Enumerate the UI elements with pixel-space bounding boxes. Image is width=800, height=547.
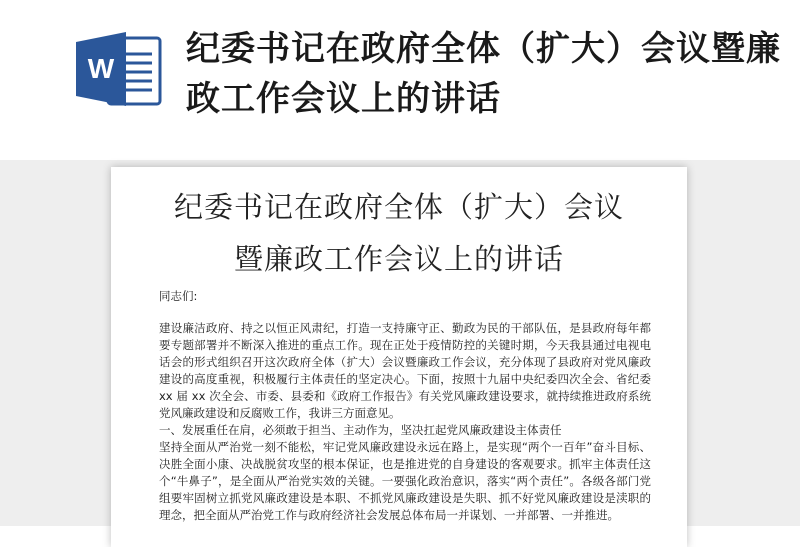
document-title-line-1: 纪委书记在政府全体（扩大）会议 bbox=[173, 190, 624, 224]
word-icon-letter: W bbox=[87, 53, 115, 84]
document-title bbox=[111, 181, 687, 285]
document-title-line-2: 暨廉政工作会议上的讲话 bbox=[233, 242, 564, 276]
page-title: 纪委书记在政府全体（扩大）会议暨廉政工作会议上的讲话 bbox=[186, 29, 781, 119]
paragraph-intro: 建设廉洁政府、持之以恒正风肃纪，打造一支持廉守正、勤政为民的干部队伍，是县政府每年都要专题部署并不断深入推进的重点工作。现在正处于疫情防控的关键时期，今天我县通过电视电话会的形式组织召开这次政府全体（扩大）会议暨廉政工作会议，充分体现了县政府对党风廉政建设的高度重视，积极履行主体责任的坚定决心。下面，按照十九届中央纪委四次全会、省纪委 xx 届 xx 次全会、市委、县委和《政府工作报告》有关党风廉政建设要求，就持续推进政府系统党风廉政建设和反腐败工作，我讲三方面意见。 bbox=[159, 321, 651, 420]
word-doc-icon bbox=[74, 30, 164, 108]
header bbox=[0, 0, 800, 160]
document-page bbox=[111, 167, 687, 547]
paragraph-section-1: 坚持全面从严治党一刻不能松，牢记党风廉政建设永远在路上，是实现“两个一百年”奋斗目标、决胜全面小康、决战脱贫攻坚的根本保证，也是推进党的自身建设的客观要求。抓牢主体责任这个“牛鼻子”，是全面从严治党实效的关键。一要强化政治意识，落实“两个责任”。各级各部门党组要牢固树立抓党风廉政建设是本职、不抓党风廉政建设是失职、抓不好党风廉政建设是渎职的理念，把全面从严治党工作与政府经济社会发展总体布局一并谋划、一并部署、一并推进。 bbox=[159, 440, 651, 522]
greeting: 同志们: bbox=[159, 289, 198, 303]
section-heading-1: 一、发展重任在肩，必须敢于担当、主动作为，坚决扛起党风廉政建设主体责任 bbox=[159, 423, 562, 437]
document-body bbox=[159, 320, 651, 524]
